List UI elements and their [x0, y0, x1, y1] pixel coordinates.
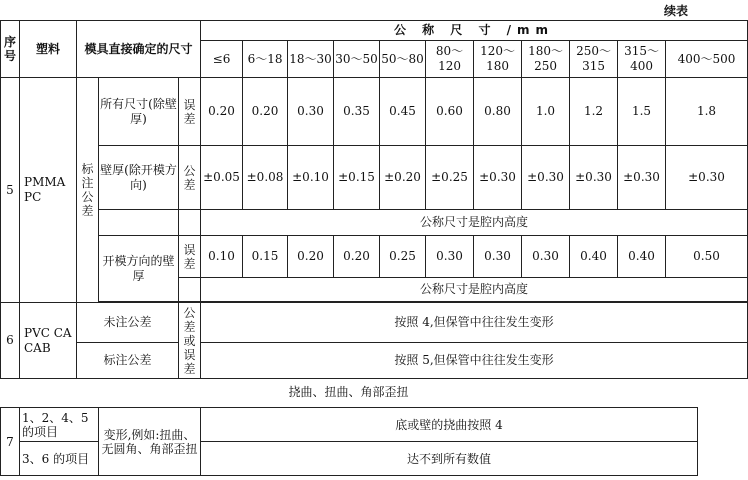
range-cell: 30～50	[334, 41, 380, 78]
tolerance-table	[0, 20, 748, 379]
range-cell: 315～400	[618, 41, 666, 78]
value-cell: ±0.30	[522, 146, 570, 210]
value-cell: 0.25	[380, 236, 426, 278]
row7-item1: 1、2、4、5的项目	[20, 408, 99, 442]
value-cell: 0.15	[243, 236, 288, 278]
row6-plastic: PVC CA CAB	[20, 303, 77, 379]
value-cell: 0.35	[334, 78, 380, 146]
value-cell: 0.20	[243, 78, 288, 146]
header-nominal: 公 称 尺 寸 /mm	[201, 21, 748, 41]
value-cell: 1.8	[666, 78, 748, 146]
value-cell: 0.40	[618, 236, 666, 278]
row5-sub3-type: 误差	[179, 236, 201, 278]
row7-text2: 达不到所有数值	[201, 442, 698, 476]
range-cell: 80～120	[426, 41, 474, 78]
value-cell: ±0.30	[570, 146, 618, 210]
row6-sub2-label: 标注公差	[77, 343, 179, 379]
value-cell: ±0.08	[243, 146, 288, 210]
range-cell: 50～80	[380, 41, 426, 78]
value-cell: 0.60	[426, 78, 474, 146]
value-cell: 0.10	[201, 236, 243, 278]
value-cell: ±0.10	[288, 146, 334, 210]
value-cell: 0.40	[570, 236, 618, 278]
row5-plastic: PMMA PC	[20, 78, 77, 303]
row6-sub1-text: 按照 4,但保管中往往发生变形	[201, 303, 748, 343]
value-cell: ±0.25	[426, 146, 474, 210]
value-cell: 1.5	[618, 78, 666, 146]
row6-sub1-label: 未注公差	[77, 303, 179, 343]
row5-note2: 公称尺寸是腔内高度	[201, 278, 748, 302]
row5-sub2-type: 公差	[179, 146, 201, 210]
row5-note1: 公称尺寸是腔内高度	[201, 210, 748, 236]
row6-type: 公差或误差	[179, 303, 201, 379]
row7-label: 变形,例如:扭曲、无圆角、角部歪扭	[99, 408, 201, 476]
row6-sub2-text: 按照 5,但保管中往往发生变形	[201, 343, 748, 379]
row5-sub1-type: 误差	[179, 78, 201, 146]
value-cell: ±0.30	[618, 146, 666, 210]
value-cell: 0.45	[380, 78, 426, 146]
value-cell: 0.50	[666, 236, 748, 278]
value-cell: 0.30	[522, 236, 570, 278]
range-cell: 120～180	[474, 41, 522, 78]
value-cell: ±0.05	[201, 146, 243, 210]
row5-sub2-label: 壁厚(除开模方向)	[99, 146, 179, 210]
value-cell: 0.80	[474, 78, 522, 146]
row5-sub1-label: 所有尺寸(除壁厚)	[99, 78, 179, 146]
value-cell: 1.0	[522, 78, 570, 146]
value-cell: ±0.15	[334, 146, 380, 210]
row7-text1: 底或壁的挠曲按照 4	[201, 408, 698, 442]
header-plastic: 塑料	[20, 21, 77, 78]
header-direct: 模具直接确定的尺寸	[77, 21, 201, 78]
value-cell: ±0.30	[666, 146, 748, 210]
row7-seq: 7	[1, 408, 20, 476]
value-cell: 1.2	[570, 78, 618, 146]
value-cell: 0.20	[334, 236, 380, 278]
value-cell: 0.30	[474, 236, 522, 278]
continued-label: 续表	[663, 4, 688, 18]
value-cell: 0.20	[201, 78, 243, 146]
range-cell: 400～500	[666, 41, 748, 78]
section-title: 挠曲、扭曲、角部歪扭	[288, 385, 409, 399]
range-cell: 18～30	[288, 41, 334, 78]
row5-group: 标注公差	[77, 78, 99, 303]
row5-seq: 5	[1, 78, 20, 303]
header-seq: 序号	[1, 21, 20, 78]
deformation-table	[0, 407, 698, 476]
value-cell: 0.30	[288, 78, 334, 146]
row7-item2: 3、6 的项目	[20, 442, 99, 476]
value-cell: ±0.20	[380, 146, 426, 210]
row6-seq: 6	[1, 303, 20, 379]
value-cell: 0.30	[426, 236, 474, 278]
value-cell: 0.20	[288, 236, 334, 278]
range-cell: ≤6	[201, 41, 243, 78]
range-cell: 250～315	[570, 41, 618, 78]
range-cell: 180～250	[522, 41, 570, 78]
range-cell: 6～18	[243, 41, 288, 78]
row5-sub3-label: 开模方向的壁厚	[99, 236, 179, 302]
value-cell: ±0.30	[474, 146, 522, 210]
